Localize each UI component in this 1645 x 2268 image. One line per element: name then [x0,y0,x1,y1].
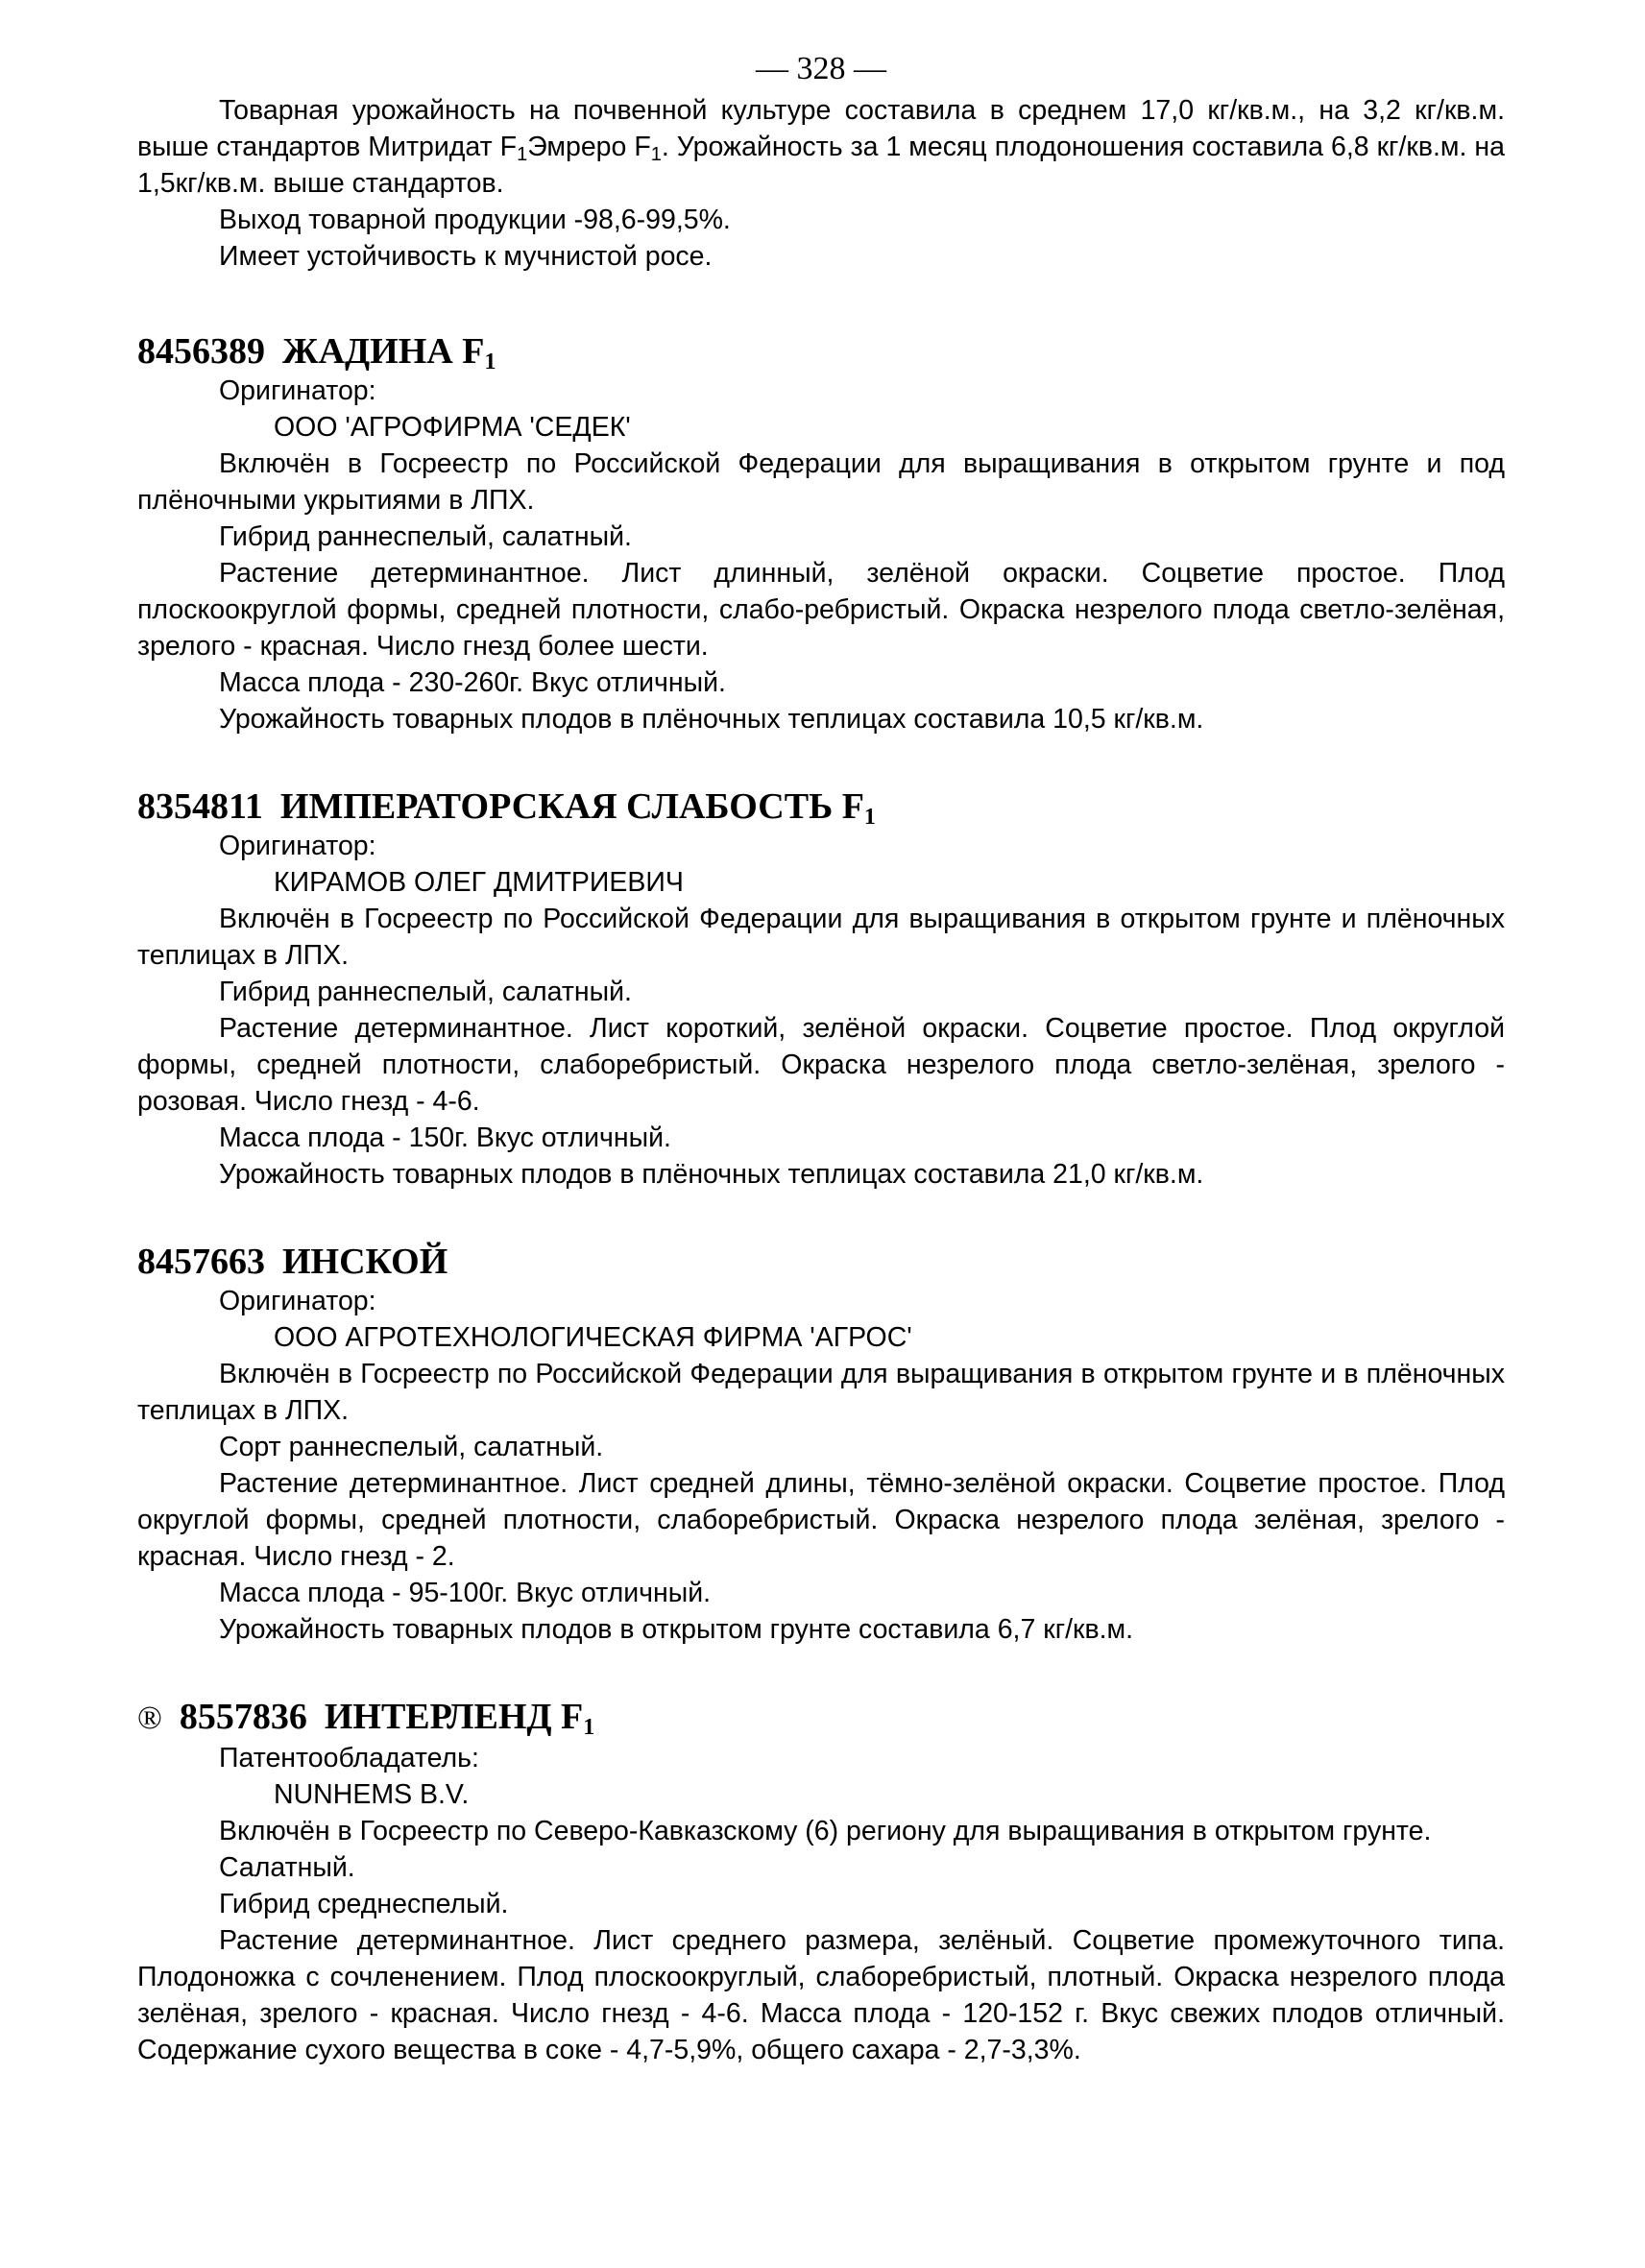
entry-name: ЖАДИНА F [282,331,485,372]
entry-8557836 [137,1696,1505,2068]
entry-number: 8457663 [137,1242,265,1282]
holder-name: КИРАМОВ ОЛЕГ ДМИТРИЕВИЧ [274,867,684,898]
intro-output: Выход товарной продукции -98,6-99,5%. [219,205,731,235]
holder-label: Оригинатор: [219,831,376,861]
yield-text: Урожайность товарных плодов в плёночных теплицах составила 10,5 кг/кв.м. [219,704,1204,735]
fruit-mass: Масса плода - 230-260г. Вкус отличный. [219,667,726,698]
holder-name: ООО 'АГРОФИРМА 'СЕДЕК' [274,412,631,443]
type-text: Сорт раннеспелый, салатный. [219,1432,604,1462]
entry-number: 8354811 [137,786,263,827]
type-text: Гибрид раннеспелый, салатный. [219,521,632,552]
intro-text-a: Товарная урожайность на почвенной культуре составила в среднем 17,0 кг/кв.м., на 3,2 кг/кв.м. выше стандартов Митридат F [137,95,1505,162]
entry-heading [137,785,1505,828]
intro-resistance: Имеет устойчивость к мучнистой росе. [219,241,713,272]
entry-name: ИМПЕРАТОРСКАЯ СЛАБОСТЬ F [279,786,864,827]
entry-number: 8456389 [137,331,265,372]
yield-text: Урожайность товарных плодов в открытом грунте составила 6,7 кг/кв.м. [219,1614,1134,1645]
intro-yield-paragraph [137,92,1505,202]
registered-mark-icon: ® [137,1701,162,1736]
entry-8457663 [137,1241,1505,1648]
holder-label: Оригинатор: [219,375,376,406]
intro-text-c: . Урожайность за 1 месяц плодоношения составила 6,8 кг/кв.м. на 1,5кг/кв.м. выше стандартов. [137,132,1505,199]
subscript: 1 [650,144,662,165]
registry-text: Включён в Госреестр по Российской Федерации для выращивания в открытом грунте и в плёночных теплицах в ЛПХ. [137,1359,1505,1426]
entry-heading [137,330,1505,373]
entry-name: ИНТЕРЛЕНД F [324,1697,584,1737]
fruit-mass: Масса плода - 95-100г. Вкус отличный. [219,1578,712,1608]
type-text: Гибрид раннеспелый, салатный. [219,977,632,1007]
plant-description: Растение детерминантное. Лист среднего размера, зелёный. Соцветие промежуточного типа. Плодоножка с сочленением. Плод плоскоокруглый, слаборебристый, плотный. Окраска незрелого плода зелёная, зрелого - красная. Число гнезд - 4-6. Масса плода - 120-152 г. Вкус свежих плодов отличный. Содержание сухого вещества в соке - 4,7-5,9%, общего сахара - 2,7-3,3%. [137,1925,1505,2065]
holder-name: NUNHEMS B.V. [274,1779,470,1810]
registry-text: Включён в Госреестр по Северо-Кавказскому (6) региону для выращивания в открытом грунте. [219,1816,1432,1846]
use-text: Салатный. [219,1852,355,1883]
entry-8354811 [137,785,1505,1193]
entry-8456389 [137,330,1505,737]
entry-name-subscript: 1 [484,350,496,374]
holder-label: Патентообладатель: [219,1743,479,1773]
subscript: 1 [517,144,528,165]
document-page [137,48,1505,2068]
yield-text: Урожайность товарных плодов в плёночных теплицах составила 21,0 кг/кв.м. [219,1159,1204,1190]
plant-description: Растение детерминантное. Лист длинный, зелёной окраски. Соцветие простое. Плод плоскоокруглой формы, средней плотности, слабо-ребристый. Окраска незрелого плода светло-зелёная, зрелого - красная. Число гнезд более шести. [137,558,1505,662]
entry-number: 8557836 [179,1697,307,1737]
registry-text: Включён в Госреестр по Российской Федерации для выращивания в открытом грунте и под плёночными укрытиями в ЛПХ. [137,448,1505,516]
entry-heading [137,1696,1505,1740]
holder-label: Оригинатор: [219,1286,376,1316]
page-number: — 328 — [756,51,886,86]
plant-description: Растение детерминантное. Лист средней длины, тёмно-зелёной окраски. Соцветие простое. Плод округлой формы, средней плотности, слаборебристый. Окраска незрелого плода зелёная, зрелого - красная. Число гнезд - 2. [137,1468,1505,1572]
entry-heading [137,1241,1505,1283]
fruit-mass: Масса плода - 150г. Вкус отличный. [219,1122,671,1153]
intro-text-b: Эмреро F [527,132,651,162]
holder-name: ООО АГРОТЕХНОЛОГИЧЕСКАЯ ФИРМА 'АГРОС' [274,1322,912,1353]
registry-text: Включён в Госреестр по Российской Федерации для выращивания в открытом грунте и плёночных теплицах в ЛПХ. [137,904,1505,971]
plant-description: Растение детерминантное. Лист короткий, зелёной окраски. Соцветие простое. Плод округлой формы, средней плотности, слаборебристый. Окраска незрелого плода светло-зелёная, зрелого - розовая. Число гнезд - 4-6. [137,1013,1505,1117]
entry-name: ИНСКОЙ [282,1242,448,1282]
entry-name-subscript: 1 [583,1715,595,1740]
entry-name-subscript: 1 [863,805,876,830]
type-text: Гибрид среднеспелый. [219,1889,509,1919]
